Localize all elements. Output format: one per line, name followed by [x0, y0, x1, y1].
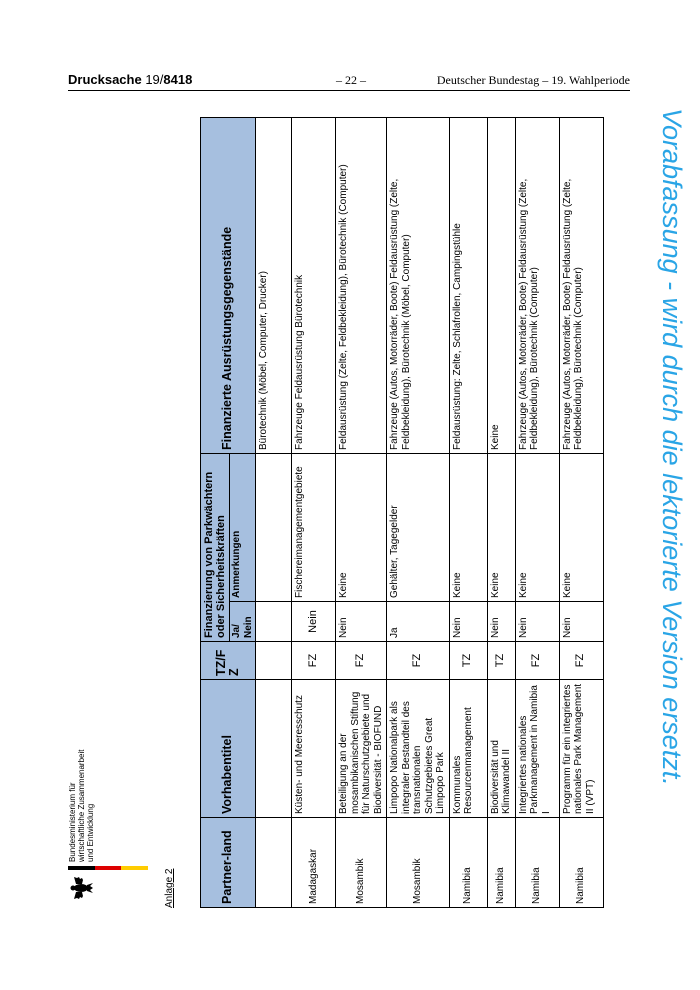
- header-rule: [68, 90, 630, 91]
- cell-type: FZ: [559, 642, 603, 680]
- header-equipment: Finanzierte Ausrüstungsgegenstände: [201, 118, 256, 454]
- table-row: [256, 118, 292, 908]
- cell-title: Programm für ein integriertes nationales Park Management II (VPT): [559, 680, 603, 818]
- cell-equipment: Feldausrüstung: Zelte, Schlafrollen, Campingstühle: [449, 118, 487, 454]
- header-financing: Finanzierung von Parkwächtern oder Sicherheitskräften: [201, 454, 230, 642]
- cell-yes-no: Nein: [487, 602, 515, 642]
- cell-title: Integriertes nationales Parkmanagement in Namibia I: [515, 680, 559, 818]
- page-header: [68, 72, 630, 92]
- cell-land: [256, 818, 292, 908]
- cell-yes-no: [256, 602, 292, 642]
- cell-title: Küsten- und Meeresschutz: [292, 680, 336, 818]
- table-row: [449, 118, 487, 908]
- cell-remarks: Gehälter, Tagegelder: [387, 454, 450, 602]
- cell-land: Namibia: [559, 818, 603, 908]
- draft-watermark: Vorabfassung - wird durch die lektorierte Version ersetzt.: [657, 108, 687, 786]
- cell-yes-no: Nein: [292, 602, 336, 642]
- cell-title: Biodiversität und Klimawandel II: [487, 680, 515, 818]
- rotated-page-content: [68, 118, 630, 908]
- cell-yes-no: Nein: [336, 602, 387, 642]
- table-row: [387, 118, 450, 908]
- cell-yes-no: Ja: [387, 602, 450, 642]
- cell-equipment: Bürotechnik (Möbel, Computer, Drucker): [256, 118, 292, 454]
- cell-yes-no: Nein: [449, 602, 487, 642]
- ministry-name: Bundesministerium für wirtschaftliche Zusammenarbeit und Entwicklung: [68, 749, 95, 862]
- cell-title: [256, 680, 292, 818]
- header-remarks: Anmerkungen: [230, 454, 256, 602]
- table-row: [336, 118, 387, 908]
- cell-yes-no: Nein: [559, 602, 603, 642]
- cell-equipment: Feldausrüstung (Zelte, Feldbekleidung), Bürotechnik (Computer): [336, 118, 387, 454]
- header-tz-fz: TZ/FZ: [201, 642, 256, 680]
- flag-stripe-red: [95, 866, 122, 870]
- cell-remarks: Keine: [336, 454, 387, 602]
- annex-label: Anlage 2: [164, 868, 175, 908]
- project-table: [200, 117, 604, 908]
- ministry-logo: [68, 749, 150, 908]
- federal-eagle-icon: [68, 876, 94, 900]
- cell-remarks: Keine: [515, 454, 559, 602]
- cell-type: FZ: [292, 642, 336, 680]
- cell-remarks: Keine: [449, 454, 487, 602]
- page-number: – 22 –: [336, 73, 366, 87]
- cell-remarks: Fischereimanagementgebiete: [292, 454, 336, 602]
- legislative-period: Deutscher Bundestag – 19. Wahlperiode: [436, 73, 630, 87]
- flag-stripe-gold: [121, 866, 148, 870]
- cell-remarks: [256, 454, 292, 602]
- cell-type: FZ: [336, 642, 387, 680]
- cell-land: Mosambik: [336, 818, 387, 908]
- document-label: Drucksache 19/8418: [68, 72, 193, 87]
- cell-title: Kommunales Resourcenmanagement: [449, 680, 487, 818]
- cell-equipment: Fahrzeuge (Autos, Motorräder, Boote) Feldausrüstung (Zelte, Feldbekleidung), Bürotechnik (Möbel, Computer): [387, 118, 450, 454]
- german-flag-bar: [68, 866, 148, 870]
- cell-remarks: Keine: [487, 454, 515, 602]
- cell-land: Namibia: [449, 818, 487, 908]
- table-row: [292, 118, 336, 908]
- cell-title: Limpopo Nationalpark als integraler Bestandteil des transnationalen Schutzgebietes Great Limpopo Park: [387, 680, 450, 818]
- cell-type: TZ: [487, 642, 515, 680]
- cell-type: FZ: [387, 642, 450, 680]
- cell-title: Beteiligung an der mosambikanischen Stiftung für Naturschutzgebiete und Biodiversität - BIOFUND: [336, 680, 387, 818]
- cell-remarks: Keine: [559, 454, 603, 602]
- cell-land: Namibia: [487, 818, 515, 908]
- cell-type: FZ: [515, 642, 559, 680]
- cell-type: TZ: [449, 642, 487, 680]
- cell-equipment: Keine: [487, 118, 515, 454]
- cell-equipment: Fahrzeuge (Autos, Motorräder, Boote) Feldausrüstung (Zelte, Feldbekleidung), Bürotechnik (Computer): [559, 118, 603, 454]
- header-title: Vorhabentitel: [201, 680, 256, 818]
- header-yes-no: Ja/ Nein: [230, 602, 256, 642]
- flag-stripe-black: [68, 866, 95, 870]
- table-row: [515, 118, 559, 908]
- cell-equipment: Fahrzeuge Feldausrüstung Bürotechnik: [292, 118, 336, 454]
- cell-yes-no: Nein: [515, 602, 559, 642]
- cell-equipment: Fahrzeuge (Autos, Motorräder, Boote) Feldausrüstung (Zelte, Feldbekleidung), Bürotechnik (Computer): [515, 118, 559, 454]
- cell-type: [256, 642, 292, 680]
- cell-land: Madagaskar: [292, 818, 336, 908]
- table-row: [559, 118, 603, 908]
- table-row: [487, 118, 515, 908]
- cell-land: Namibia: [515, 818, 559, 908]
- header-partner-land: Partner-land: [201, 818, 256, 908]
- cell-land: Mosambik: [387, 818, 450, 908]
